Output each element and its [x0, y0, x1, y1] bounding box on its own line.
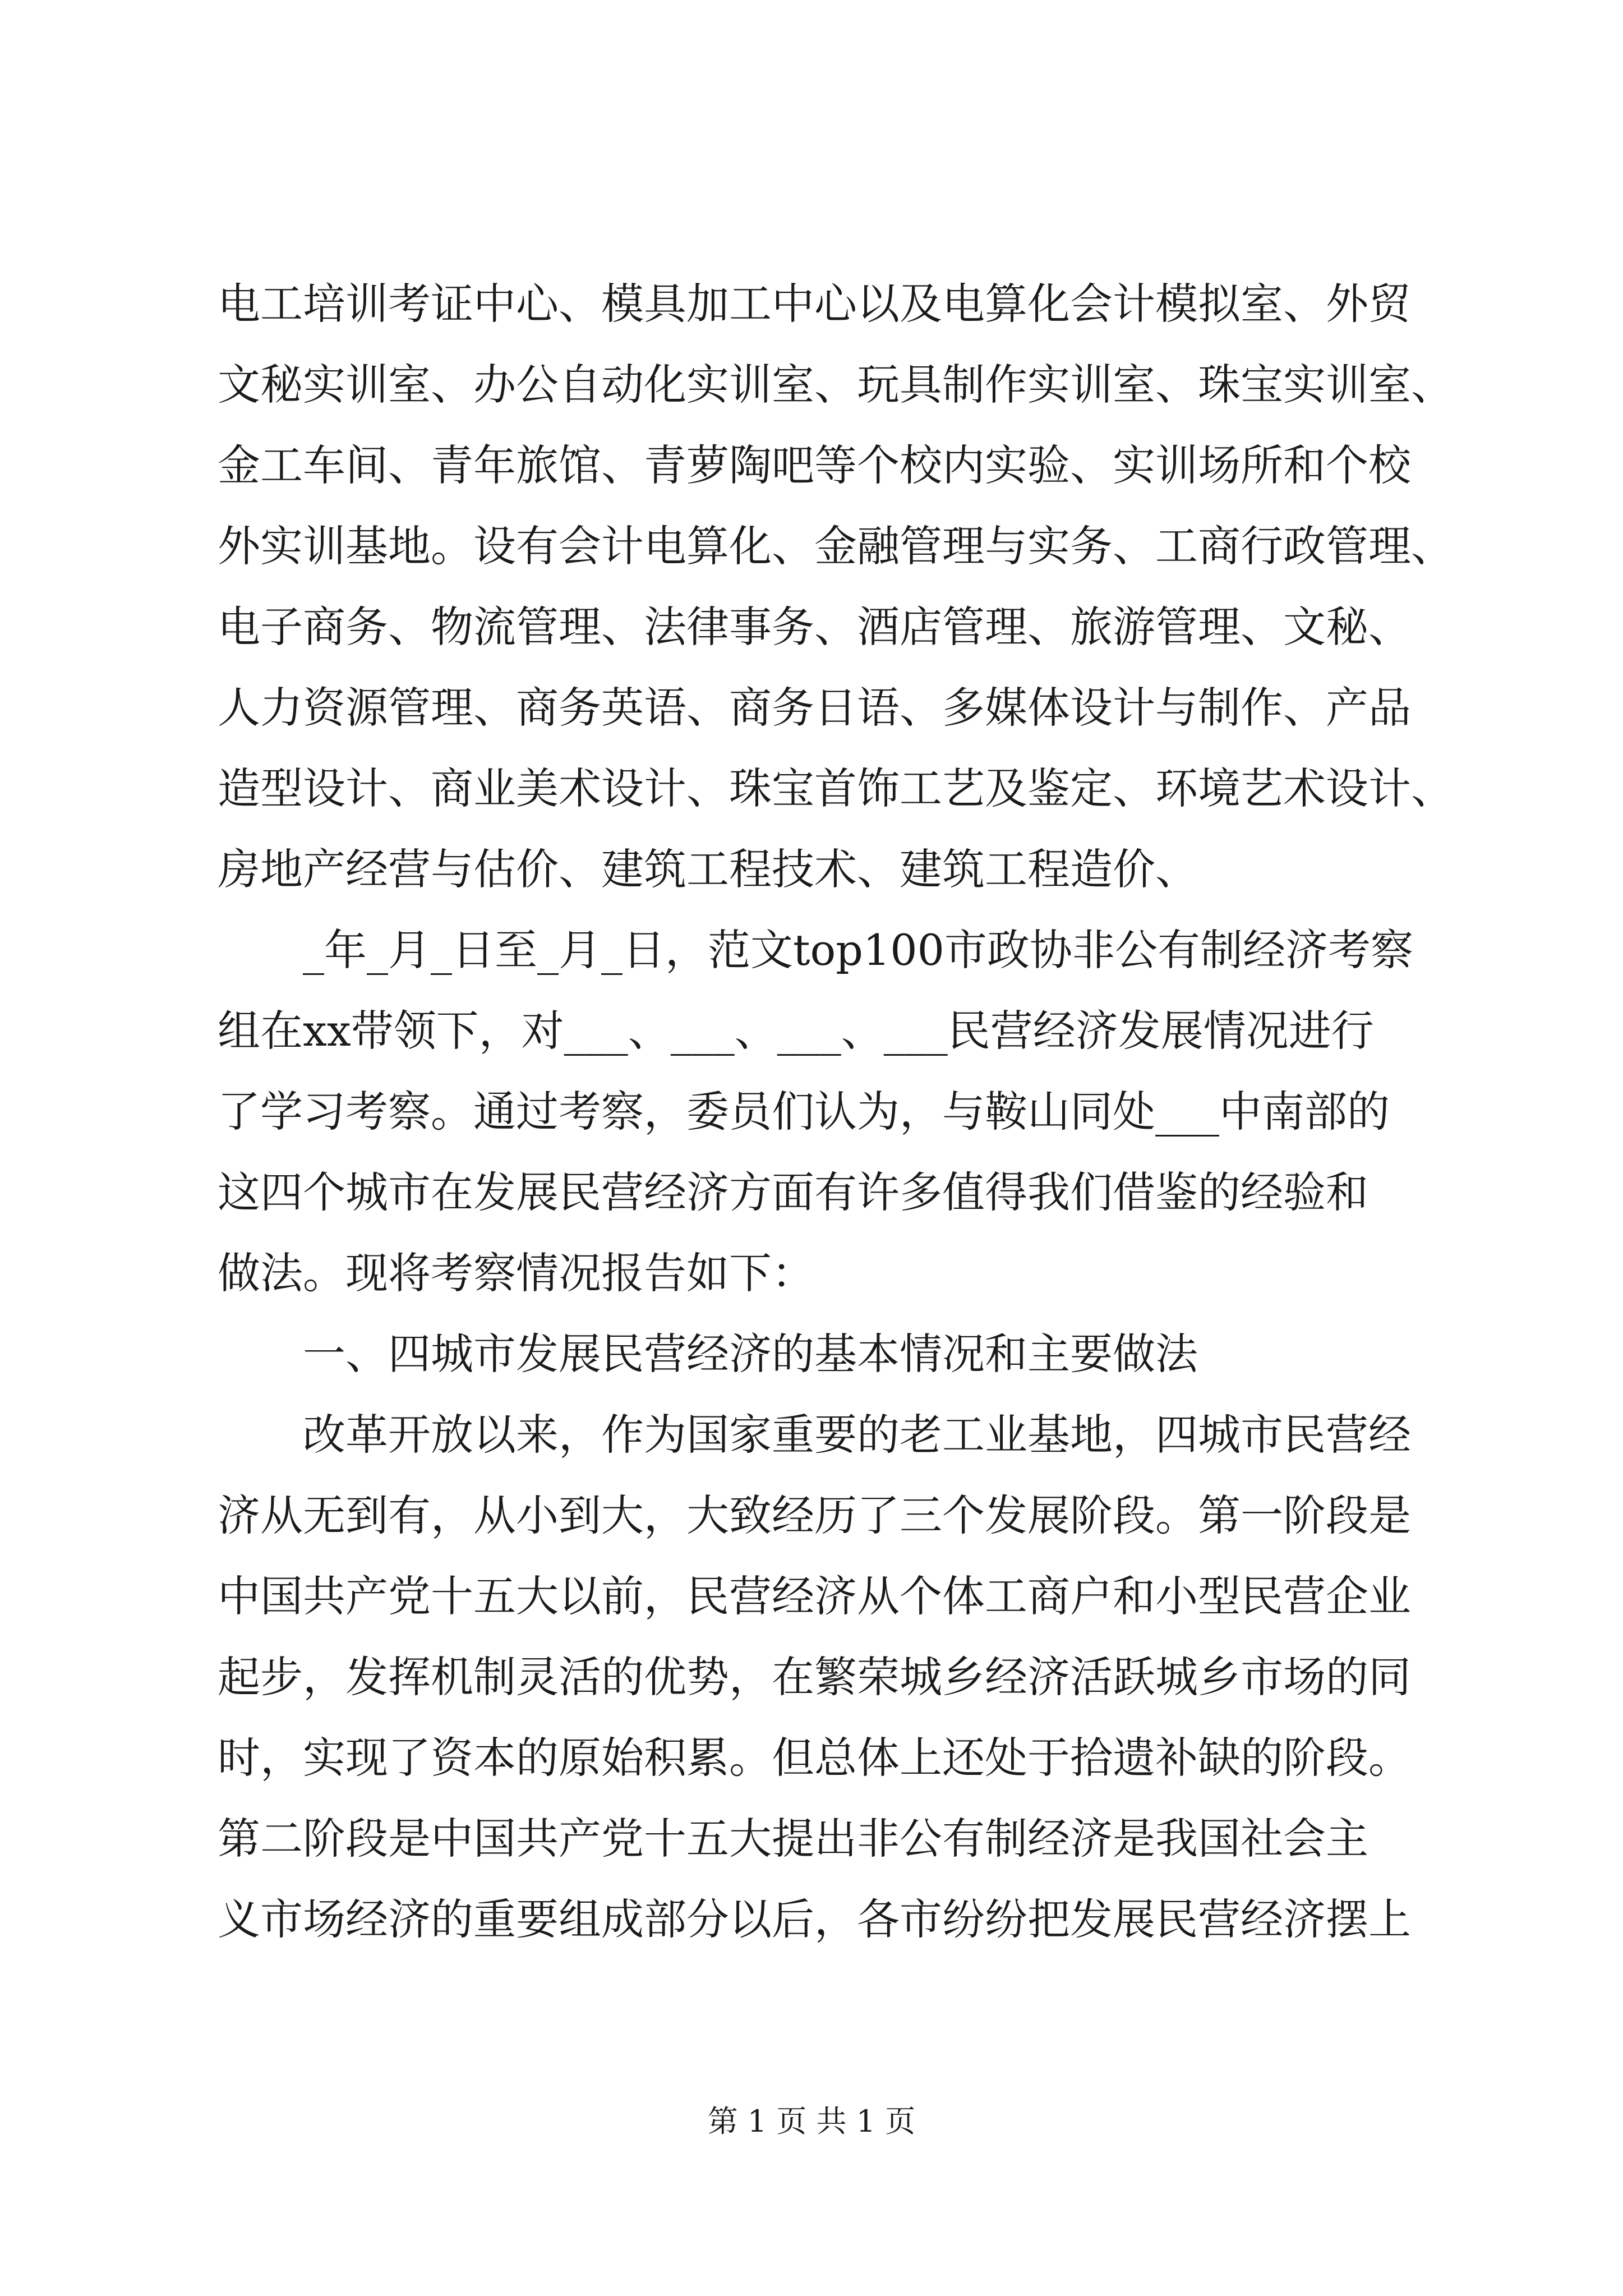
- text-line: 房地产经营与估价、建筑工程技术、建筑工程造价、: [218, 844, 1198, 894]
- text-line: 了学习考察。通过考察，委员们认为，与鞍山同处___中南部的: [218, 1087, 1390, 1137]
- text-line: 金工车间、青年旅馆、青萝陶吧等个校内实验、实训场所和个校: [218, 440, 1411, 490]
- text-line: 外实训基地。设有会计电算化、金融管理与实务、工商行政管理、: [218, 521, 1454, 571]
- text-line: 时，实现了资本的原始积累。但总体上还处于拾遗补缺的阶段。: [218, 1733, 1411, 1783]
- text-line: 做法。现将考察情况报告如下：: [218, 1248, 814, 1298]
- page-footer: 第 1 页 共 1 页: [707, 2104, 916, 2139]
- text-line: 造型设计、商业美术设计、珠宝首饰工艺及鉴定、环境艺术设计、: [218, 763, 1454, 813]
- text-line: _年_月_日至_月_日，范文top100市政协非公有制经济考察: [218, 925, 1414, 975]
- text-line: 人力资源管理、商务英语、商务日语、多媒体设计与制作、产品: [218, 683, 1411, 733]
- text-line: 起步，发挥机制灵活的优势，在繁荣城乡经济活跃城乡市场的同: [218, 1652, 1411, 1702]
- text-line: 改革开放以来，作为国家重要的老工业基地，四城市民营经: [218, 1410, 1411, 1460]
- section-heading: 一、四城市发展民营经济的基本情况和主要做法: [218, 1329, 1198, 1379]
- text-line: 组在xx带领下，对___、___、___、___民营经济发展情况进行: [218, 1006, 1374, 1056]
- text-line: 第二阶段是中国共产党十五大提出非公有制经济是我国社会主: [218, 1814, 1368, 1864]
- text-line: 文秘实训室、办公自动化实训室、玩具制作实训室、珠宝实训室、: [218, 360, 1454, 409]
- text-line: 济从无到有，从小到大，大致经历了三个发展阶段。第一阶段是: [218, 1490, 1411, 1540]
- text-line: 义市场经济的重要组成部分以后，各市纷纷把发展民营经济摆上: [218, 1894, 1411, 1944]
- text-line: 这四个城市在发展民营经济方面有许多值得我们借鉴的经验和: [218, 1167, 1368, 1217]
- text-line: 电工培训考证中心、模具加工中心以及电算化会计模拟室、外贸: [218, 279, 1411, 329]
- body-text: [218, 264, 1454, 1960]
- text-line: 中国共产党十五大以前，民营经济从个体工商户和小型民营企业: [218, 1571, 1411, 1621]
- text-line: 电子商务、物流管理、法律事务、酒店管理、旅游管理、文秘、: [218, 602, 1411, 652]
